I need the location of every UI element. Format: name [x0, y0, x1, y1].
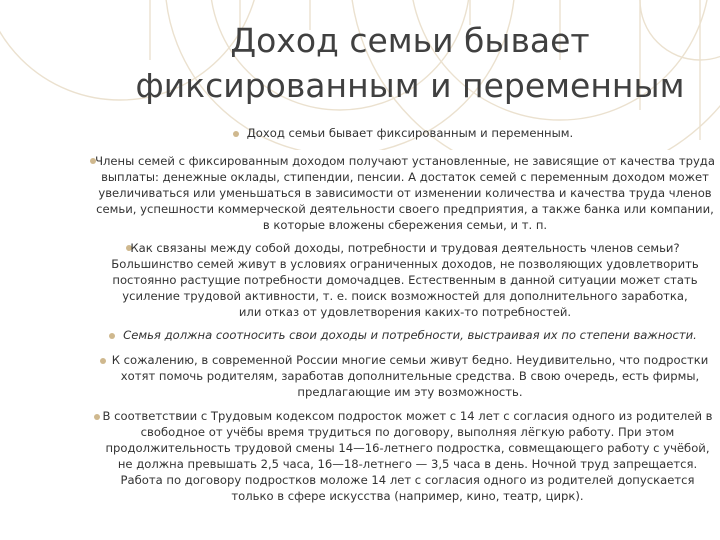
paragraph-needs: Как связаны между собой доходы, потребности и трудовая деятельность членов семьи? Большинство семей живут в условиях ограниченных доходов, не позволяющих удовлетворить постоянно растущие потребности домочадцев. Естественным в данной ситуации может стать усиление трудовой активности, т. е. поиск возможностей для дополнительного заработка, или отказ от удовлетворения каких-то потребностей. [111, 241, 699, 319]
paragraph-fixed-income: Члены семей с фиксированным доходом получают установленные, не зависящие от качества труда выплаты: денежные оклады, стипендии, пенсии. А достаток семей с переменным доходом может увеличиваться или уменьшаться в зависимости от изменении количества и качества труда членов семьи, успешности коммерческой деятельности своего предприятия, а также банка или компании, в которые вложены сбережения семьи, и т. п. [95, 154, 715, 232]
bullet-icon [233, 131, 239, 137]
bullet-icon [100, 358, 106, 364]
paragraph-intro: Доход семьи бывает фиксированным и переменным. [246, 126, 574, 140]
title-line-1: Доход семьи бывает [230, 21, 590, 60]
title-line-2: фиксированным и переменным [135, 66, 685, 105]
paragraph-labor-code: В соответствии с Трудовым кодексом подросток может с 14 лет с согласия одного из родителей в свободное от учёбы время трудиться по договору, выполняя лёгкую работу. При этом продолжительность трудовой смены 14—16-летнего подростка, совмещающего работу с учёбой, не должна превышать 2,5 часа, 16—18-летнего — 3,5 часа в день. Ночной труд запрещается. Работа по договору подростков моложе 14 лет с согласия одного из родителей допускается только в сфере искусства (например, кино, театр, цирк). [102, 409, 713, 503]
paragraph-balance: Семья должна соотносить свои доходы и потребности, выстраивая их по степени важности. [123, 328, 697, 342]
paragraph-russia: К сожалению, в современной России многие семьи живут бедно. Неудивительно, что подростки хотят помочь родителям, заработав дополнительные средства. В свою очередь, есть фирмы, предлагающие им эту возможность. [111, 353, 709, 399]
slide-title [110, 18, 710, 108]
